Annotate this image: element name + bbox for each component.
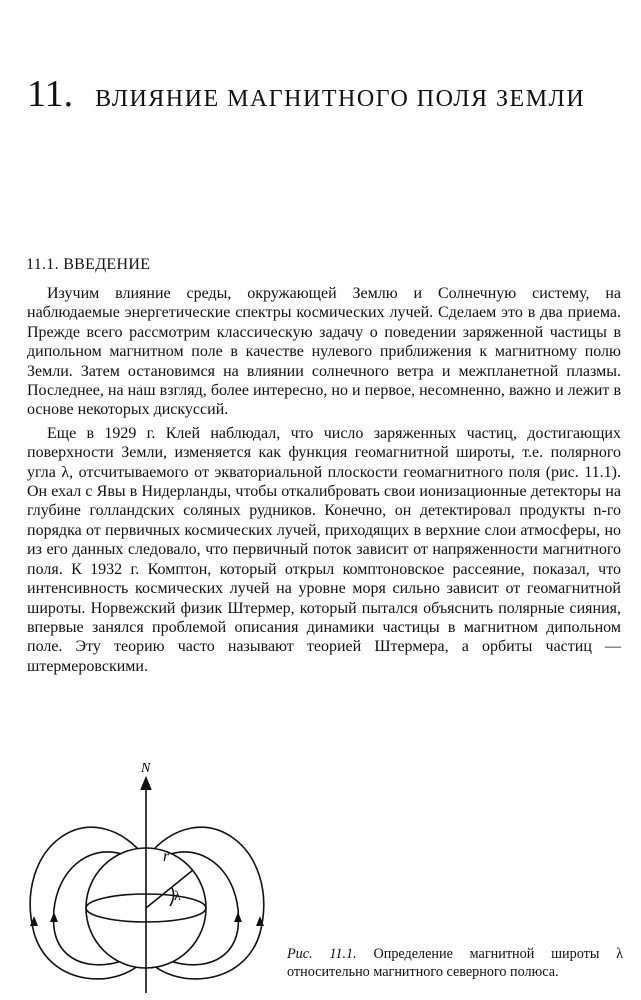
angle-label: λ bbox=[174, 889, 181, 904]
arrow-left-inner bbox=[50, 912, 58, 922]
paragraph: Изучим влияние среды, окружающей Землю и Солнечную систему, на наблюдаемые энергетические спектры космических лучей. Сделаем это в два приема. Прежде всего рассмотрим классическую задачу о поведении заряженной частицы в дипольном магнитном поле в качестве нулевого приближения к магнитному полю Земли. Затем остановимся на влиянии солнечного ветра и межпланетной плазмы. Последнее, на наш взгляд, более интересно, но и первое, несомненно, важно и лежит в основе некоторых дискуссий. bbox=[27, 285, 621, 419]
chapter-title: ВЛИЯНИЕ МАГНИТНОГО ПОЛЯ ЗЕМЛИ bbox=[95, 86, 586, 112]
figure-caption bbox=[287, 945, 623, 981]
chapter-heading bbox=[27, 72, 627, 116]
dipole-figure bbox=[20, 758, 290, 993]
radius-label: r bbox=[163, 848, 170, 865]
arrow-right-inner bbox=[234, 912, 242, 922]
section-heading: 11.1. ВВЕДЕНИЕ bbox=[26, 256, 151, 273]
north-label: N bbox=[141, 761, 151, 776]
paragraph: Еще в 1929 г. Клей наблюдал, что число заряженных частиц, достигающих поверхности Земли, изменяется как функция геомагнитной широты, т.е. полярного угла λ, отсчитываемого от экваториальной плоскости геомагнитного поля (рис. 11.1). Он ехал с Явы в Нидерланды, чтобы откалибровать свои ионизационные детекторы на глубине голландских соляных рудников. Конечно, он детектировал продукты n-го порядка от первичных космических лучей, приходящих в верхние слои атмосферы, но из его данных следовало, что первичный поток зависит от напряженности магнитного поля. К 1932 г. Комптон, который открыл комптоновское рассеяние, показал, что интенсивность космических лучей на уровне моря сильно зависит от геомагнитной широты. Норвежский физик Штермер, который пытался объяснить полярные сияния, впервые занялся проблемой описания динамики частицы в магнитном дипольном поле. Эту теорию часто называют теорией Штермера, а орбиты частиц — штермеровскими. bbox=[27, 424, 621, 675]
caption-text: Определение магнитной широты λ относительно магнитного северного полюса. bbox=[287, 946, 623, 980]
chapter-number: 11. bbox=[27, 73, 74, 115]
caption-label: Рис. 11.1. bbox=[287, 946, 357, 962]
body-text bbox=[27, 284, 621, 680]
